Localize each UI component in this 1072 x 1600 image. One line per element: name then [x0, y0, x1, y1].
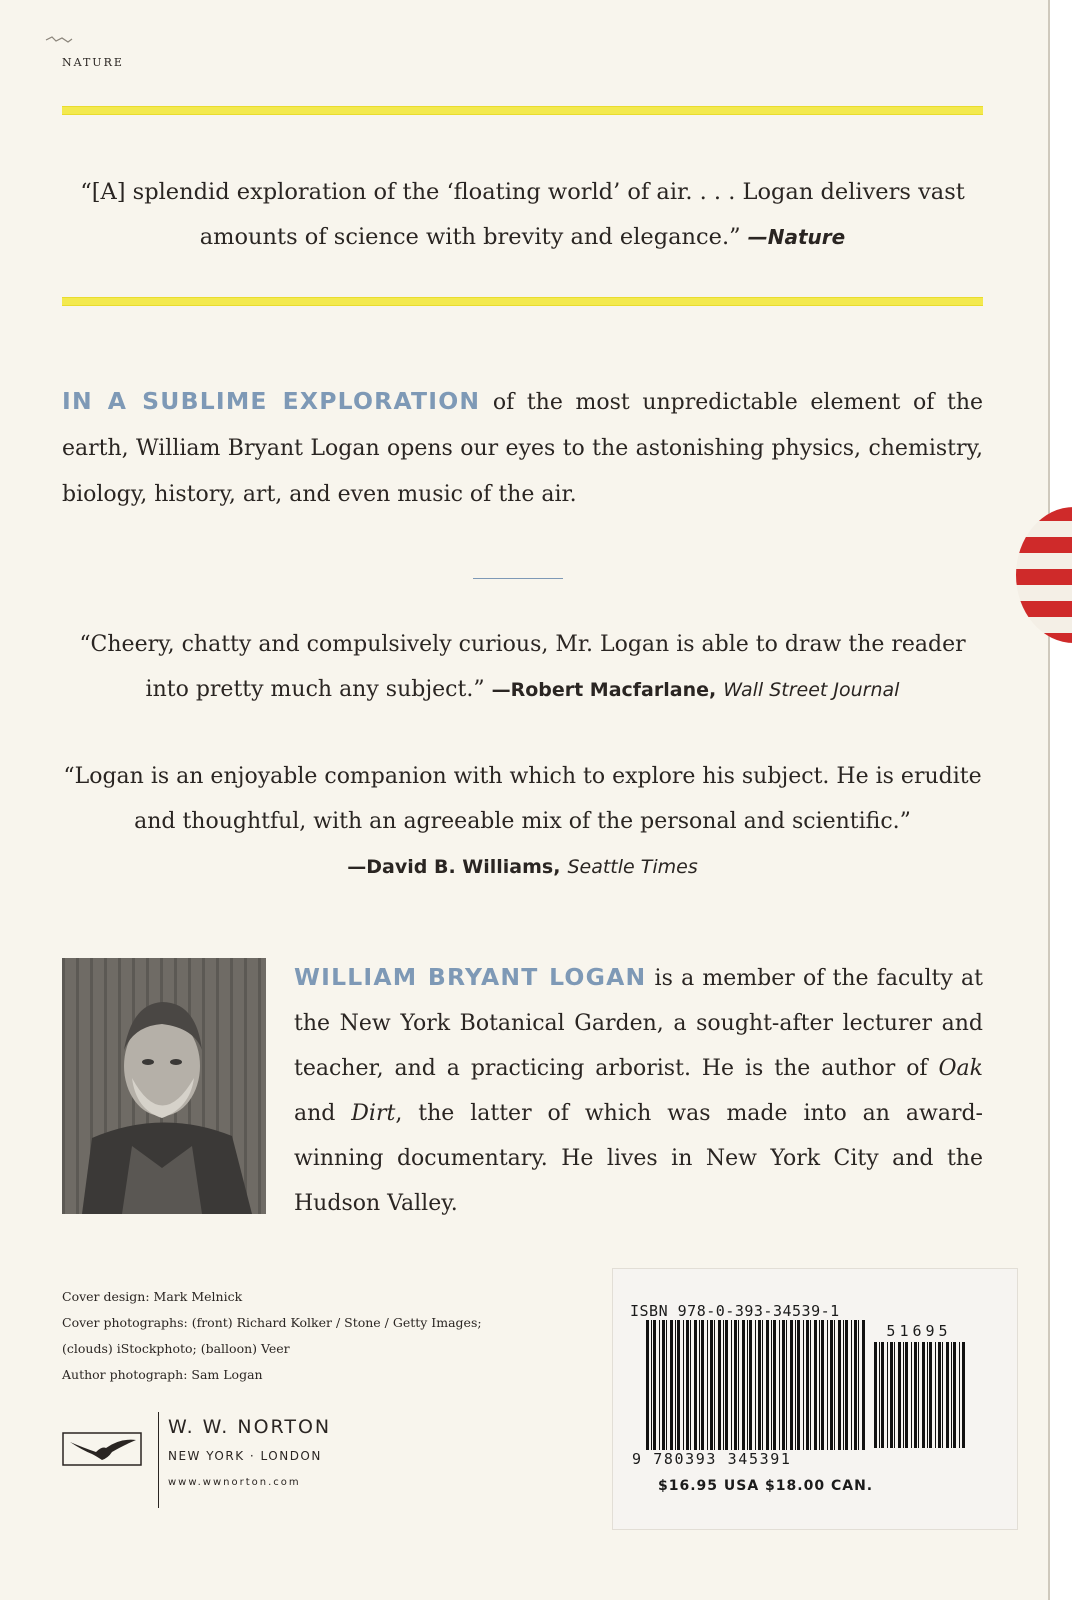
author-name: WILLIAM BRYANT LOGAN [294, 963, 647, 991]
bio-text-1: is a member of the faculty at the New York Botanical Garden, a sought-after lecturer and teacher, and a practicing arborist. He is the author of [294, 966, 983, 1081]
book-description [62, 378, 983, 518]
description-lead: IN A SUBLIME EXPLORATION [62, 387, 481, 415]
yellow-rule-top [62, 106, 983, 115]
review-quote-1-text: “Cheery, chatty and compulsively curious, Mr. Logan is able to draw the reader into pretty much any subject.” [79, 632, 966, 702]
review-quote-1 [62, 622, 983, 713]
section-divider [473, 578, 563, 579]
credit-line: Cover design: Mark Melnick [62, 1289, 243, 1304]
publisher-cities: NEW YORK · LONDON [168, 1449, 322, 1463]
review-quote-2-text: “Logan is an enjoyable companion with which to explore his subject. He is erudite and thoughtful, with an agreeable mix of the personal and scientific.” [63, 764, 982, 834]
publisher-url: www.wwnorton.com [168, 1477, 301, 1488]
hot-air-balloon-icon [1014, 505, 1072, 655]
seagull-icon [62, 1432, 142, 1466]
publisher-info [168, 1412, 331, 1496]
book-title-dirt: Dirt [351, 1101, 396, 1126]
review-quote-2-publication: Seattle Times [567, 856, 698, 878]
yellow-rule-bottom [62, 297, 983, 306]
review-quote-1-publication: Wall Street Journal [723, 679, 900, 701]
barcode-bars [644, 1320, 866, 1450]
review-quote-2 [62, 754, 983, 890]
price-label: $16.95 USA $18.00 CAN. [658, 1478, 874, 1494]
review-quote-1-author: —Robert Macfarlane, [491, 679, 717, 701]
top-quote-source: —Nature [747, 225, 846, 249]
top-review-quote [62, 170, 983, 260]
author-photo [62, 958, 266, 1214]
publisher-name: W. W. NORTON [168, 1416, 332, 1438]
bio-text-3: , the latter of which was made into an award-winning documentary. He lives in New York City and the Hudson Valley. [294, 1101, 983, 1216]
author-bio [294, 955, 983, 1226]
credit-line: Cover photographs: (front) Richard Kolker / Stone / Getty Images; [62, 1315, 482, 1330]
top-quote-text: “[A] splendid exploration of the ‘floating world’ of air. . . . Logan delivers vast amounts of science with brevity and elegance.” [80, 179, 965, 250]
credit-line: (clouds) iStockphoto; (balloon) Veer [62, 1341, 290, 1356]
barcode-addon-bars [872, 1342, 966, 1448]
barcode-digits: 9 780393 345391 [632, 1450, 792, 1468]
edge-wear-mark [44, 34, 74, 46]
category-label: NATURE [62, 56, 124, 69]
book-title-oak: Oak [938, 1056, 983, 1081]
isbn-number: ISBN 978-0-393-34539-1 [630, 1302, 840, 1320]
review-quote-2-author: —David B. Williams, [347, 856, 561, 878]
bio-text-2: and [294, 1101, 352, 1126]
cover-credits [62, 1284, 582, 1388]
credit-line: Author photograph: Sam Logan [62, 1367, 263, 1382]
barcode-addon-digits: 51695 [886, 1322, 952, 1340]
publisher-divider [158, 1412, 159, 1508]
description-text: of the most unpredictable element of the earth, William Bryant Logan opens our eyes to the astonishing physics, chemistry, biology, history, art, and even music of the air. [62, 390, 984, 507]
